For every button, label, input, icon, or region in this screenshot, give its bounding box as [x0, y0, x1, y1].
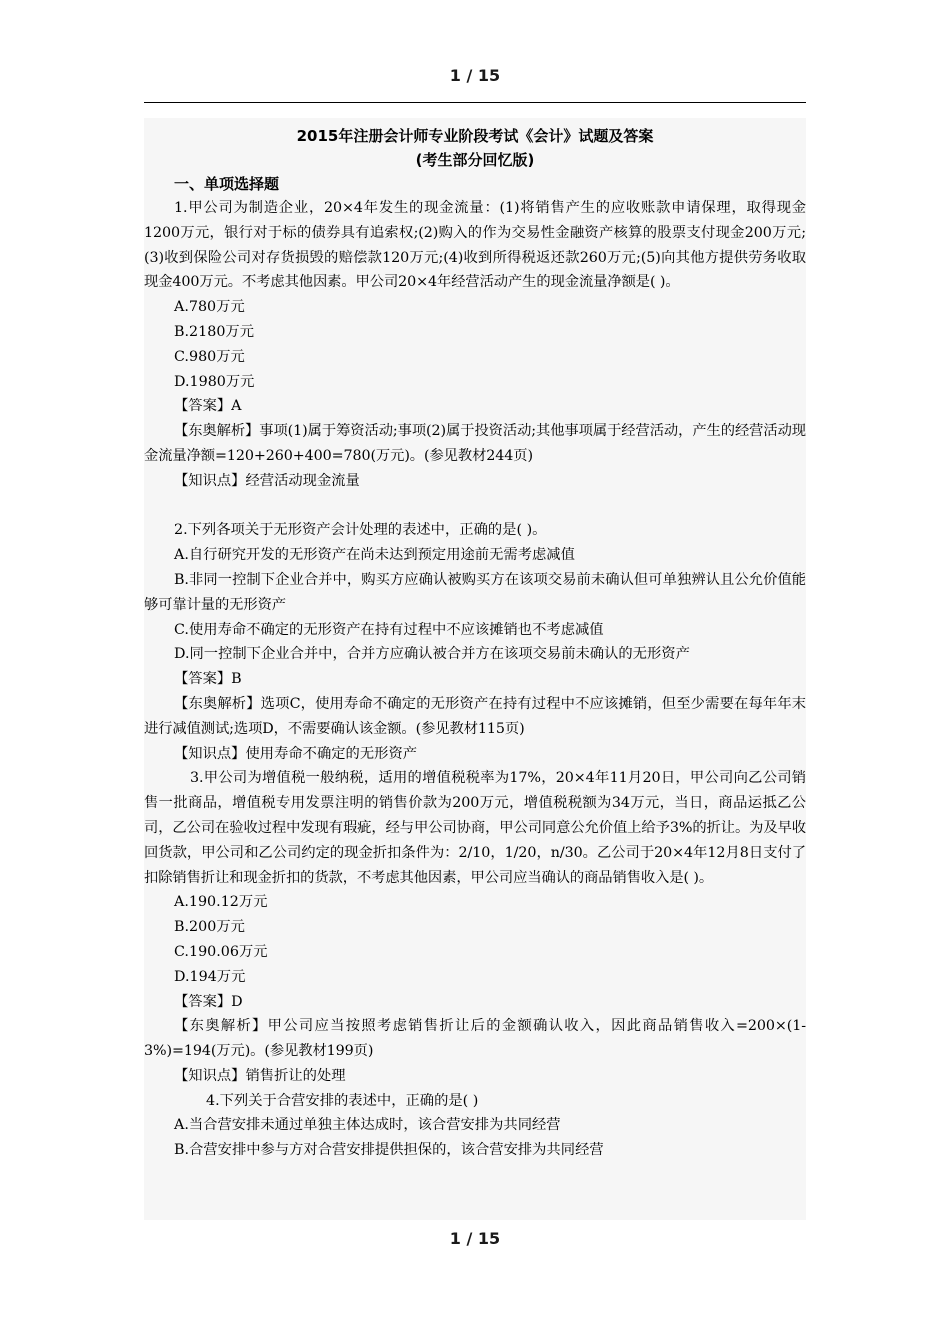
q3-option-a: A.190.12万元 [174, 894, 268, 911]
q2-option-d: D.同一控制下企业合并中，合并方应确认被合并方在该项交易前未确认的无形资产 [174, 646, 690, 663]
q2-option-b: B.非同一控制下企业合并中，购买方应确认被购买方在该项交易前未确认但可单独辨认且公允价值能够可靠计量的无形资产 [144, 571, 806, 613]
q1-option-c: C.980万元 [174, 348, 245, 365]
header-rule [144, 102, 806, 103]
page-number-bottom: 1 / 15 [449, 1229, 501, 1248]
q2-stem: 2.下列各项关于无形资产会计处理的表述中，正确的是( )。 [174, 522, 547, 539]
q2-option-c: C.使用寿命不确定的无形资产在持有过程中不应该摊销也不考虑减值 [174, 621, 604, 638]
q1-stem: 1.甲公司为制造企业，20×4年发生的现金流量：(1)将销售产生的应收账款申请保理，取得现金1200万元，银行对于标的债券具有追索权;(2)购入的作为交易性金融资产核算的股票支付现金200万元;(3)收到保险公司对存货损毁的赔偿款120万元;(4)收到所得税返还款260万元;(5)向其他方提供劳务收取现金400万元。不考虑其他因素。甲公司20×4年经营活动产生的现金流量净额是( )。 [144, 200, 806, 291]
q4-option-b: B.合营安排中参与方对合营安排提供担保的，该合营安排为共同经营 [174, 1142, 604, 1159]
doc-title: 2015年注册会计师专业阶段考试《会计》试题及答案 [296, 127, 654, 145]
q2-option-a: A.自行研究开发的无形资产在尚未达到预定用途前无需考虑减值 [174, 547, 575, 564]
q1-knowledge: 【知识点】经营活动现金流量 [174, 472, 360, 489]
q2-answer: 【答案】B [174, 671, 242, 688]
q3-option-d: D.194万元 [174, 968, 246, 985]
q4-option-a: A.当合营安排未通过单独主体达成时，该合营安排为共同经营 [174, 1117, 561, 1134]
q1-option-b: B.2180万元 [174, 323, 255, 340]
document-body [144, 118, 806, 1220]
q3-option-b: B.200万元 [174, 919, 245, 936]
q1-analysis: 【东奥解析】事项(1)属于筹资活动;事项(2)属于投资活动;其他事项属于经营活动，产生的经营活动现金流量净额=120+260+400=780(万元)。(参见教材244页) [144, 423, 806, 464]
page-number-top: 1 / 15 [449, 66, 501, 85]
q3-option-c: C.190.06万元 [174, 943, 268, 960]
section-heading: 一、单项选择题 [174, 175, 280, 193]
q2-knowledge: 【知识点】使用寿命不确定的无形资产 [174, 745, 418, 762]
q3-answer: 【答案】D [174, 993, 243, 1010]
spacer [144, 494, 806, 519]
q4-stem: 4.下列关于合营安排的表述中，正确的是( ) [206, 1092, 479, 1109]
q3-knowledge: 【知识点】销售折让的处理 [174, 1067, 346, 1084]
q1-answer: 【答案】A [174, 398, 242, 415]
q3-stem: 3.甲公司为增值税一般纳税，适用的增值税税率为17%，20×4年11月20日，甲公司向乙公司销售一批商品，增值税专用发票注明的销售价款为200万元，增值税税额为34万元，当日，商品运抵乙公司，乙公司在验收过程中发现有瑕疵，经与甲公司协商，甲公司同意公允价值上给予3%的折让。为及早收回货款，甲公司和乙公司约定的现金折扣条件为：2/10，1/20，n/30。乙公司于20×4年12月8日支付了扣除销售折让和现金折扣的货款，不考虑其他因素，甲公司应当确认的商品销售收入是( )。 [144, 770, 806, 886]
q1-option-a: A.780万元 [174, 299, 245, 316]
q2-analysis: 【东奥解析】选项C，使用寿命不确定的无形资产在持有过程中不应该摊销，但至少需要在每年年末进行减值测试;选项D，不需要确认该金额。(参见教材115页) [144, 695, 806, 737]
doc-subtitle: (考生部分回忆版) [415, 151, 535, 169]
q3-analysis: 【东奥解析】甲公司应当按照考虑销售折让后的金额确认收入，因此商品销售收入=200×(1-3%)=194(万元)。(参见教材199页) [144, 1018, 806, 1060]
q1-option-d: D.1980万元 [174, 373, 255, 390]
